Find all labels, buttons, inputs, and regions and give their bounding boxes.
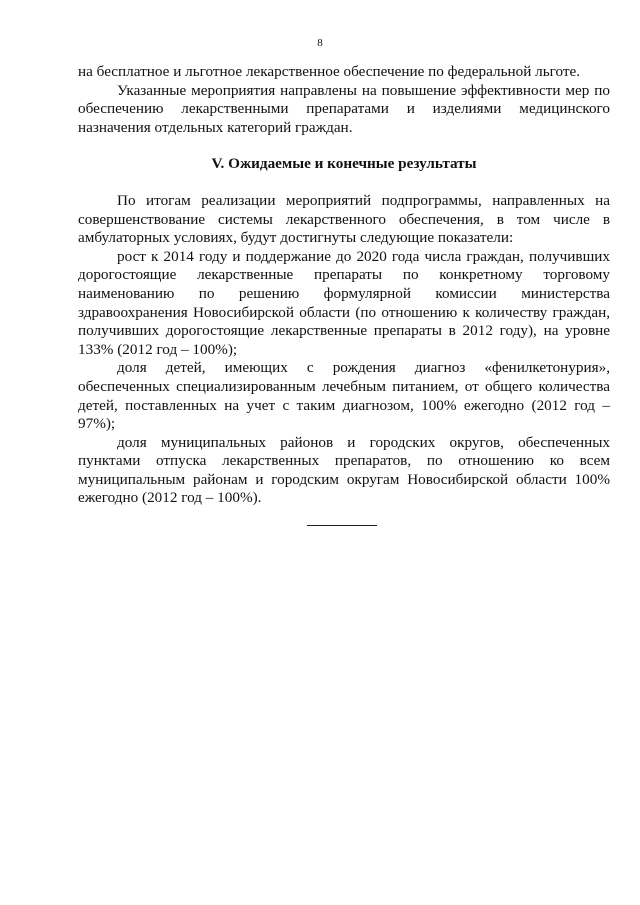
end-divider-line <box>307 525 377 526</box>
paragraph-continuation: на бесплатное и льготное лекарственное обеспечение по федеральной льготе. <box>78 63 581 80</box>
paragraph-indicator-pharmacy-points: доля муниципальных районов и городских округов, обеспеченных пунктами отпуска лекарственных препаратов, по отношению ко всем муниципальным районам и городским округам Новосибирской области 100% ежегодно (2012 год – 100%). <box>78 433 610 507</box>
document-body <box>78 63 610 508</box>
paragraph-measures: Указанные мероприятия направлены на повышение эффективности мер по обеспечению лекарственными препаратами и изделиями медицинского назначения отдельных категорий граждан. <box>78 81 610 136</box>
section-heading: V. Ожидаемые и конечные результаты <box>211 155 477 173</box>
paragraph-indicator-expensive-drugs: рост к 2014 году и поддержание до 2020 года числа граждан, получивших дорогостоящие лекарственные препараты по конкретному торговому наименованию по решению формулярной комиссии министерства здравоохранения Новосибирской области (по отношению к количеству граждан, получивших дорогостоящие лекарственные препараты в 2012 году), на уровне 133% (2012 год – 100%); <box>78 247 610 358</box>
page-number: 8 <box>317 37 323 49</box>
paragraph-indicator-phenylketonuria: доля детей, имеющих с рождения диагноз «фенилкетонурия», обеспеченных специализированным лечебным питанием, от общего количества детей, поставленных на учет с таким диагнозом, 100% ежегодно (2012 год – 97%); <box>78 359 610 433</box>
paragraph-results-intro: По итогам реализации мероприятий подпрограммы, направленных на совершенствование системы лекарственного обеспечения, в том числе в амбулаторных условиях, будут достигнуты следующие показатели: <box>78 191 610 247</box>
